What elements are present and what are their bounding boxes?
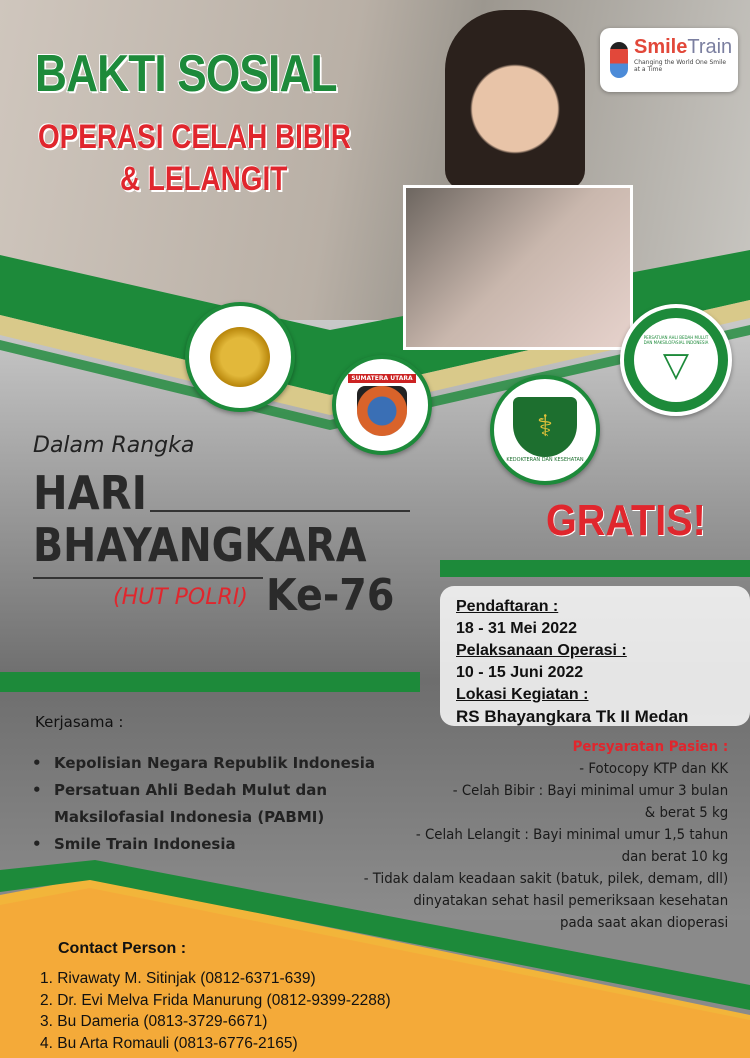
requirements-heading: Persyaratan Pasien : <box>572 739 728 755</box>
contact-item: 2. Dr. Evi Melva Frida Manurung (0812-9399-2288) <box>40 991 391 1009</box>
requirement-line: - Celah Lelangit : Bayi minimal umur 1,5 tahun <box>415 827 728 843</box>
requirement-line: & berat 5 kg <box>644 805 728 821</box>
requirement-line: pada saat akan dioperasi <box>559 915 728 931</box>
requirement-line: - Tidak dalam keadaan sakit (batuk, pilek, demam, dll) <box>363 871 728 887</box>
polda-sumut-emblem <box>332 355 432 455</box>
logo-name-b: Train <box>687 36 733 58</box>
title-lelangit: & LELANGIT <box>120 160 288 198</box>
polda-shield-icon <box>357 386 407 436</box>
registration-label: Pendaftaran : <box>456 598 559 615</box>
logo-tagline: Changing the World One Smile at a Time <box>634 59 727 73</box>
contact-item: 1. Rivawaty M. Sitinjak (0812-6371-639) <box>40 970 316 987</box>
logo-name-a: Smile <box>634 36 688 58</box>
divider <box>33 577 263 579</box>
registration-dates: 18 - 31 Mei 2022 <box>456 620 577 637</box>
pabmi-emblem <box>620 304 732 416</box>
requirement-line: - Fotocopy KTP dan KK <box>579 761 728 777</box>
requirement-line: dan berat 10 kg <box>621 849 728 865</box>
partner-item: • Smile Train Indonesia <box>30 831 375 858</box>
contact-heading: Contact Person : <box>58 940 187 957</box>
event-bhayangkara: BHAYANGKARA <box>33 518 367 572</box>
polri-emblem <box>185 302 295 412</box>
contact-item: 3. Bu Dameria (0813-3729-6671) <box>40 1013 268 1030</box>
operation-label: Pelaksanaan Operasi : <box>456 642 627 659</box>
emblem-label: SUMATERA UTARA <box>348 374 415 383</box>
gratis-underline-band <box>440 560 750 577</box>
event-hut-polri: (HUT POLRI) <box>113 585 248 610</box>
title-operasi: OPERASI CELAH BIBIR <box>38 118 351 156</box>
location-value: RS Bhayangkara Tk II Medan <box>456 707 689 726</box>
child-photo <box>445 10 585 190</box>
smile-train-icon <box>610 42 628 78</box>
gratis-label: GRATIS! <box>546 496 706 545</box>
requirement-line: dinyatakan sehat hasil pemeriksaan kesehatan <box>413 893 728 909</box>
intro-text: Dalam Rangka <box>33 433 195 458</box>
smile-train-logo <box>600 28 738 92</box>
emblem-label: PERSATUAN AHLI BEDAH MULUT DAN MAKSILOFASIAL INDONESIA <box>643 335 709 345</box>
info-box <box>440 586 750 726</box>
caduceus-icon: ⚕ <box>513 397 577 457</box>
contact-list <box>40 968 391 1054</box>
pabmi-v-icon: ▽ <box>662 345 690 385</box>
partner-item: • Persatuan Ahli Bedah Mulut dan <box>30 777 375 804</box>
polri-emblem-icon <box>210 327 270 387</box>
contact-item: 4. Bu Arta Romauli (0813-6776-2165) <box>40 1034 298 1052</box>
location-label: Lokasi Kegiatan : <box>456 686 589 703</box>
mid-green-band <box>0 672 420 692</box>
operation-dates: 10 - 15 Juni 2022 <box>456 664 584 681</box>
requirements <box>364 736 728 934</box>
baby-photo <box>403 185 633 350</box>
partners-list <box>30 750 375 858</box>
partner-item: • Kepolisian Negara Republik Indonesia <box>30 750 375 777</box>
title-bakti-sosial: BAKTI SOSIAL <box>35 45 337 103</box>
kedokkes-emblem <box>490 375 600 485</box>
partner-item-cont: Maksilofasial Indonesia (PABMI) <box>54 808 325 826</box>
event-hari: HARI <box>33 466 147 520</box>
requirement-line: - Celah Bibir : Bayi minimal umur 3 bulan <box>452 783 728 799</box>
partners-heading: Kerjasama : <box>35 713 124 731</box>
divider <box>150 510 410 512</box>
emblem-label: KEDOKTERAN DAN KESEHATAN <box>506 457 584 463</box>
event-edition: Ke-76 <box>266 570 395 621</box>
